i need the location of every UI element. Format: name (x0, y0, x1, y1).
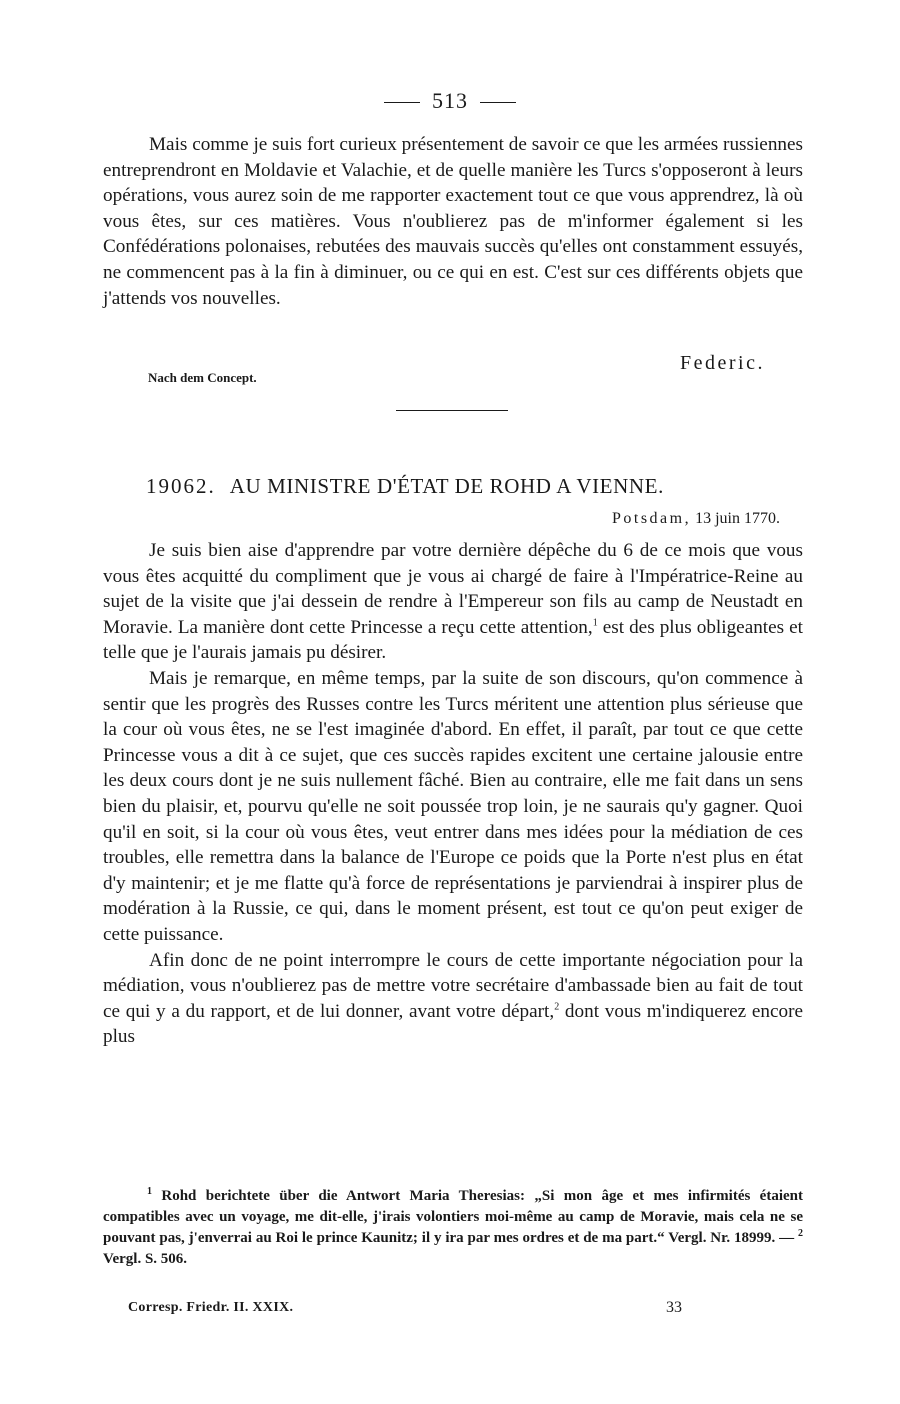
page-number: 513 (432, 88, 468, 113)
footnote-mark-2: 2 (798, 1228, 803, 1239)
letter-paragraph-2: Mais je remarque, en même temps, par la suite de son discours, qu'on commence à sentir que les progrès des Russes contre les Turcs méritent une attention plus sérieuse que la cour où vous êtes, ne se l'est imaginée d'abord. En effet, il paraît, par tout ce que cette Princesse vous a dit à ce sujet, que ces succès rapides excitent une certaine jalousie entre les deux cours dont je ne suis nullement fâché. Bien au contraire, elle me fait dans un sens bien du plaisir, et, pourvu qu'elle ne soit poussée trop loin, je ne saurais qu'y gagner. Quoi qu'il en soit, si la cour où vous êtes, veut entrer dans mes idées pour la médiation de ces troubles, elle remettra dans la balance de l'Europe ce poids que la Porte n'est plus en état d'y maintenir; et je me flatte qu'à force de représentations je parviendrai à inspirer plus de modération à la Russie, ce qui, dans le moment présent, est tout ce qu'on peut exiger de cette puissance. (103, 667, 803, 945)
paragraph-3-text: Afin donc de ne point interrompre le cours de cette importante négociation pour la médiation, vous n'oublierez pas de mettre votre secrétaire d'ambassade bien au fait de tout ce qui y a du rapport, et de lui donner, avant votre départ, (103, 949, 803, 1022)
letter-body (103, 538, 803, 1050)
signature: Federic. (680, 352, 765, 374)
paragraph-3-text-end: dont vous m'indiquerez encore plus (103, 1000, 803, 1048)
footnote (103, 1186, 803, 1270)
footnote-2-text: Vergl. S. 506. (103, 1251, 188, 1267)
header-dash-left (384, 102, 420, 103)
footnotes (103, 1186, 803, 1270)
previous-letter-body (103, 132, 803, 311)
letter-paragraph-1 (103, 538, 803, 666)
series-footer: Corresp. Friedr. II. XXIX. (128, 1300, 294, 1315)
letter-paragraph-3 (103, 948, 803, 1050)
paragraph-1-text-end: est des plus obligeantes et telle que je l'aurais jamais pu désirer. (103, 616, 804, 664)
source-note: Nach dem Concept. (148, 370, 257, 385)
dateline-place: Potsdam, (611, 510, 692, 527)
page-header (0, 88, 900, 114)
letter-number: 19062. (146, 474, 216, 498)
header-dash-right (480, 102, 516, 103)
signature-mark: 33 (666, 1299, 682, 1316)
letter-title: AU MINISTRE D'ÉTAT DE ROHD A VIENNE. (229, 474, 664, 498)
footnote-ref-2: 2 (554, 1001, 560, 1013)
footnote-1-text: Rohd berichtete über die Antwort Maria Theresias: „Si mon âge et mes infirmités étaient compatibles avec un voyage, me dit-elle, j'irais volontiers moi-même au camp de Moravie, mais cela ne se pouvant pas, j'enverrai au Roi le prince Kaunitz; il y ira par mes ordres et de ma part.“ Vergl. Nr. 18999. — (103, 1188, 803, 1246)
letter-heading (146, 474, 664, 499)
paragraph-1-text: Je suis bien aise d'apprendre par votre dernière dépêche du 6 de ce mois que vous vous êtes acquitté du compliment que je vous ai chargé de faire à l'Impératrice-Reine au sujet de la visite que j'ai dessein de rendre à l'Empereur son fils au camp de Neustadt en Moravie. La manière dont cette Princesse a reçu cette attention, (103, 540, 803, 638)
dateline-date: 13 juin 1770. (695, 510, 780, 527)
footnote-ref-1: 1 (592, 617, 598, 629)
previous-letter-paragraph: Mais comme je suis fort curieux présentement de savoir ce que les armées russiennes entreprendront en Moldavie et Valachie, et de quelle manière les Turcs s'opposeront à leurs opérations, vous aurez soin de me rapporter exactement tout ce que vous apprendrez, là où vous êtes, sur ces matières. Vous n'oublierez pas de m'informer également si les Confédérations polonaises, rebutées des mauvais succès qu'elles ont constamment essuyés, ne commencent pas à la fin à diminuer, ou ce qui en est. C'est sur ces différents objets que j'attends vos nouvelles. (103, 134, 803, 309)
dateline (612, 510, 780, 528)
footnote-mark-1: 1 (147, 1186, 152, 1197)
section-divider (396, 410, 508, 411)
